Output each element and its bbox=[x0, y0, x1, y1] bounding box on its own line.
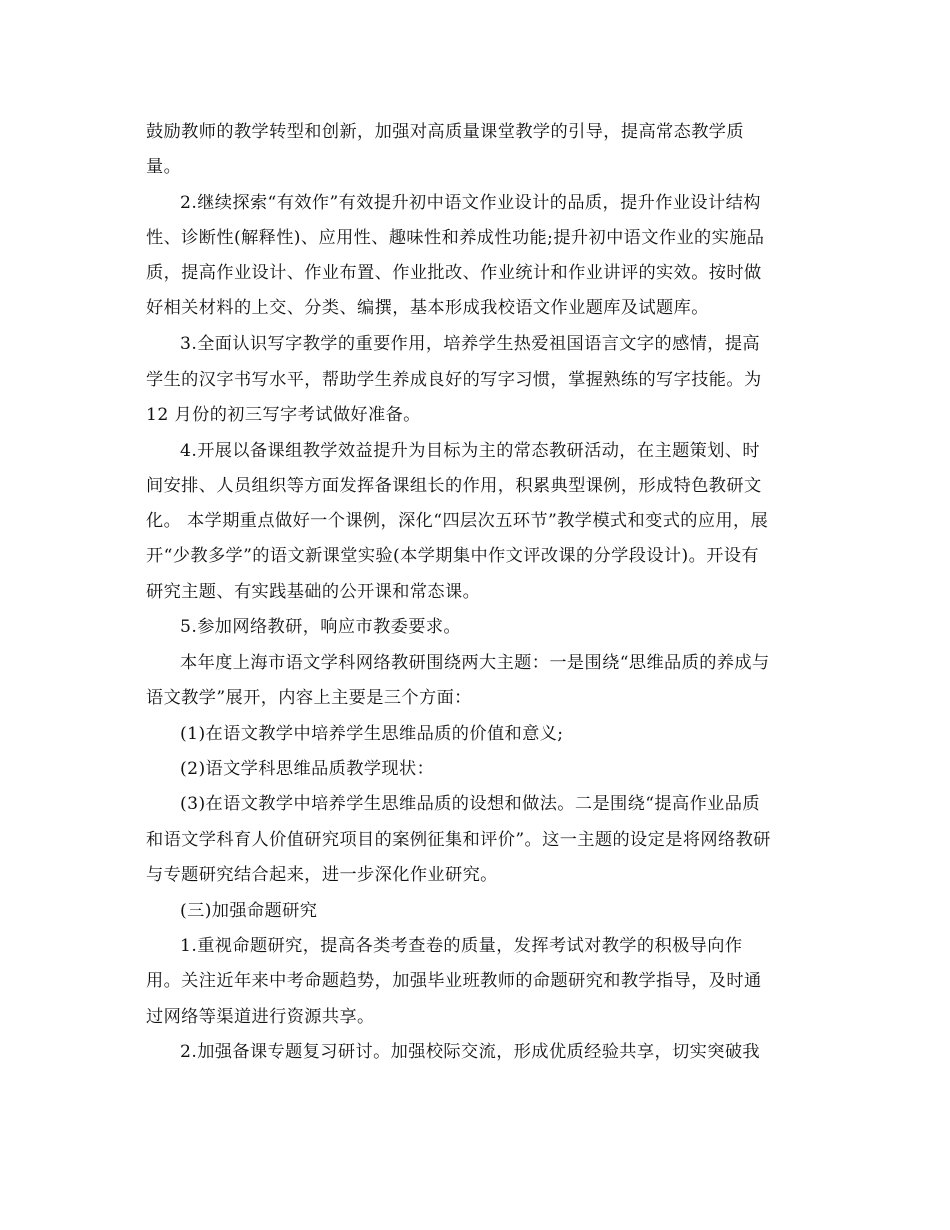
text-line: 开“少教多学”的语文新课堂实验(本学期集中作文评改课的分学段设计)。开设有 bbox=[146, 546, 759, 566]
text-line: (3)在语文教学中培养学生思维品质的设想和做法。二是围绕“提高作业品质 bbox=[180, 794, 760, 814]
text-line: 用。关注近年来中考命题趋势，加强毕业班教师的命题研究和教学指导，及时通 bbox=[146, 971, 762, 991]
text-line: (2)语文学科思维品质教学现状： bbox=[180, 759, 435, 779]
text-line: 性、诊断性(解释性)、应用性、趣味性和养成性功能;提升初中语文作业的实施品 bbox=[146, 228, 765, 248]
text-line: (1)在语文教学中培养学生思维品质的价值和意义; bbox=[180, 724, 564, 744]
text-line: 3.全面认识写字教学的重要作用，培养学生热爱祖国语言文字的感情，提高 bbox=[180, 334, 761, 354]
text-line: 12 月份的初三写字考试做好准备。 bbox=[146, 405, 421, 425]
text-line: 和语文学科育人价值研究项目的案例征集和评价”。这一主题的设定是将网络教研 bbox=[146, 830, 771, 850]
text-line: 量。 bbox=[146, 157, 182, 177]
text-line: (三)加强命题研究 bbox=[180, 901, 318, 921]
text-line: 语文教学”展开，内容上主要是三个方面： bbox=[146, 688, 472, 708]
text-line: 鼓励教师的教学转型和创新，加强对高质量课堂教学的引导，提高常态教学质 bbox=[146, 122, 744, 142]
text-line: 好相关材料的上交、分类、编撰，基本形成我校语文作业题库及试题库。 bbox=[146, 298, 709, 318]
text-line: 质，提高作业设计、作业布置、作业批改、作业统计和作业讲评的实效。按时做 bbox=[146, 263, 762, 283]
text-line: 2.加强备课专题复习研讨。加强校际交流，形成优质经验共享，切实突破我 bbox=[180, 1042, 761, 1062]
text-line: 间安排、人员组织等方面发挥备课组长的作用，积累典型课例，形成特色教研文 bbox=[146, 476, 762, 496]
text-line: 学生的汉字书写水平，帮助学生养成良好的写字习惯，掌握熟练的写字技能。为 bbox=[146, 370, 762, 390]
text-line: 本年度上海市语文学科网络教研围绕两大主题：一是围绕“思维品质的养成与 bbox=[180, 653, 770, 673]
text-line: 与专题研究结合起来，进一步深化作业研究。 bbox=[146, 865, 498, 885]
text-line: 2.继续探索“有效作”有效提升初中语文作业设计的品质，提升作业设计结构 bbox=[180, 193, 761, 213]
text-line: 4.开展以备课组教学效益提升为目标为主的常态教研活动，在主题策划、时 bbox=[180, 441, 761, 461]
text-line: 1.重视命题研究，提高各类考查卷的质量，发挥考试对教学的积极导向作 bbox=[180, 936, 743, 956]
text-line: 化。 本学期重点做好一个课例，深化“四层次五环节”教学模式和变式的应用，展 bbox=[146, 511, 769, 531]
text-line: 5.参加网络教研，响应市教委要求。 bbox=[180, 617, 462, 637]
text-line: 研究主题、有实践基础的公开课和常态课。 bbox=[146, 582, 481, 602]
text-line: 过网络等渠道进行资源共享。 bbox=[146, 1007, 375, 1027]
